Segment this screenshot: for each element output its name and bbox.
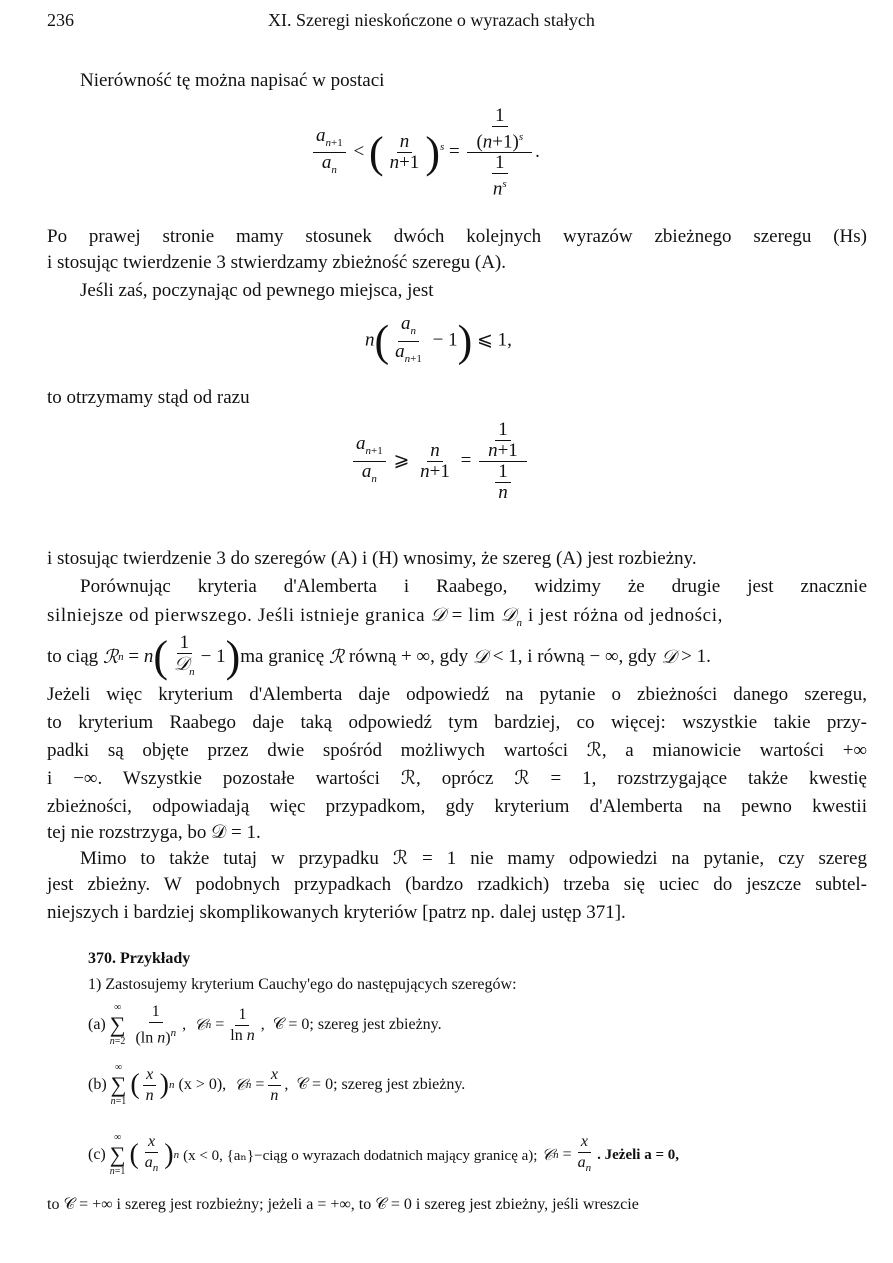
formula-ratio-inequality: $\frac{a_{n+1}}{a_n}$ < ( $\frac{n}{n+1}$ )$^s$ = $\frac{\frac{1}{(n+1)^s}}{\frac{1}{n^s}}$ . — [310, 106, 540, 200]
paragraph-line: i stosując twierdzenie 3 do szeregów (A) i (H) wnosimy, że szereg (A) jest rozbieżny. — [47, 548, 697, 569]
formula-divergence: $\frac{a_{n+1}}{a_n}$ ⩾ $\frac{n}{n+1}$ = $\frac{\frac{1}{n+1}}{\frac{1}{n}}$ — [350, 420, 530, 503]
paragraph-line: to ciąg ℛ n = n ( $\frac{1}{𝒟_n}$ − 1 ) ma granicę ℛ równą + ∞, gdy 𝒟 < 1, i równą − ∞, gdy 𝒟 > 1. — [47, 631, 711, 681]
paragraph-line: to kryterium Raabego daje taką odpowiedź tym bardziej, co więcej: wszystkie takie przy- — [47, 712, 867, 733]
paragraph-line: to otrzymamy stąd od razu — [47, 387, 250, 408]
page-number: 236 — [47, 10, 74, 30]
paragraph-line: zbieżności, odpowiadają więc przypadkom, gdy kryterium d'Alemberta na pewno kwestii — [47, 796, 867, 817]
paragraph-line: Porównując kryteria d'Alemberta i Raabego, widzimy że drugie jest znacznie — [80, 576, 867, 597]
paragraph-line: tej nie rozstrzyga, bo 𝒟 = 1. — [47, 822, 261, 843]
paragraph-line: i stosując twierdzenie 3 stwierdzamy zbieżność szeregu (A). — [47, 252, 506, 273]
example-c: (c) ∞ ∑ n=1 ( $\frac{x}{a_n}$ ) n (x < 0, {aₙ}−ciąg o wyrazach dodatnich mający granicę a); 𝒞 n = $\frac{x}{a_n}$ . Jeżeli a = 0, — [88, 1132, 679, 1178]
paragraph-line: Po prawej stronie mamy stosunek dwóch kolejnych wyrazów zbieżnego szeregu (Hs) — [47, 226, 867, 247]
example-b: (b) ∞ ∑ n=1 ( $\frac{x}{n}$ ) n (x > 0), 𝒞 n = $\frac{x}{n}$ , 𝒞 = 0; szereg jest zbieżny. — [88, 1062, 466, 1107]
paragraph-line: Jeżeli więc kryterium d'Alemberta daje odpowiedź na pytanie o zbieżności danego szeregu, — [47, 684, 867, 705]
running-title: XI. Szeregi nieskończone o wyrazach stałych — [268, 10, 595, 30]
paragraph-line: padki są objęte przez dwie spośród możliwych wartości ℛ, a mianowicie wartości +∞ — [47, 740, 867, 761]
paragraph-line: i −∞. Wszystkie pozostałe wartości ℛ, oprócz ℛ = 1, rozstrzygające także kwestię — [47, 768, 867, 789]
paragraph-line: silniejsze od pierwszego. Jeśli istnieje granica 𝒟 = lim 𝒟$_n$ i jest różna od jedności, — [47, 604, 723, 629]
paragraph-line: jest zbieżny. W podobnych przypadkach (bardzo rzadkich) trzeba się uciec do jeszcze subtel- — [47, 874, 867, 895]
section-intro: 1) Zastosujemy kryterium Cauchy'ego do następujących szeregów: — [88, 976, 517, 993]
intro-text: Nierówność tę można napisać w postaci — [80, 70, 385, 91]
paragraph-line: niejszych i bardziej skomplikowanych kryteriów [patrz np. dalej ustęp 371]. — [47, 902, 626, 923]
example-a: (a) ∞ ∑ n=2 $\frac{1}{(\ln n)^n}$ , 𝒞 n = $\frac{1}{\text{ln n}}$ , 𝒞 = 0; szereg jest zbieżny. — [88, 1002, 442, 1048]
formula-raabe-condition: n( $\frac{a_n}{a_{n+1}}$ − 1) ⩽ 1, — [365, 313, 512, 366]
paragraph-line: Mimo to także tutaj w przypadku ℛ = 1 nie mamy odpowiedzi na pytanie, czy szereg — [80, 848, 867, 869]
last-line: to 𝒞 = +∞ i szereg jest rozbieżny; jeżeli a = +∞, to 𝒞 = 0 i szereg jest zbieżny, jeśli wreszcie — [47, 1196, 639, 1213]
section-title: 370. Przykłady — [88, 950, 191, 967]
paragraph-line: Jeśli zaś, poczynając od pewnego miejsca, jest — [80, 280, 434, 301]
